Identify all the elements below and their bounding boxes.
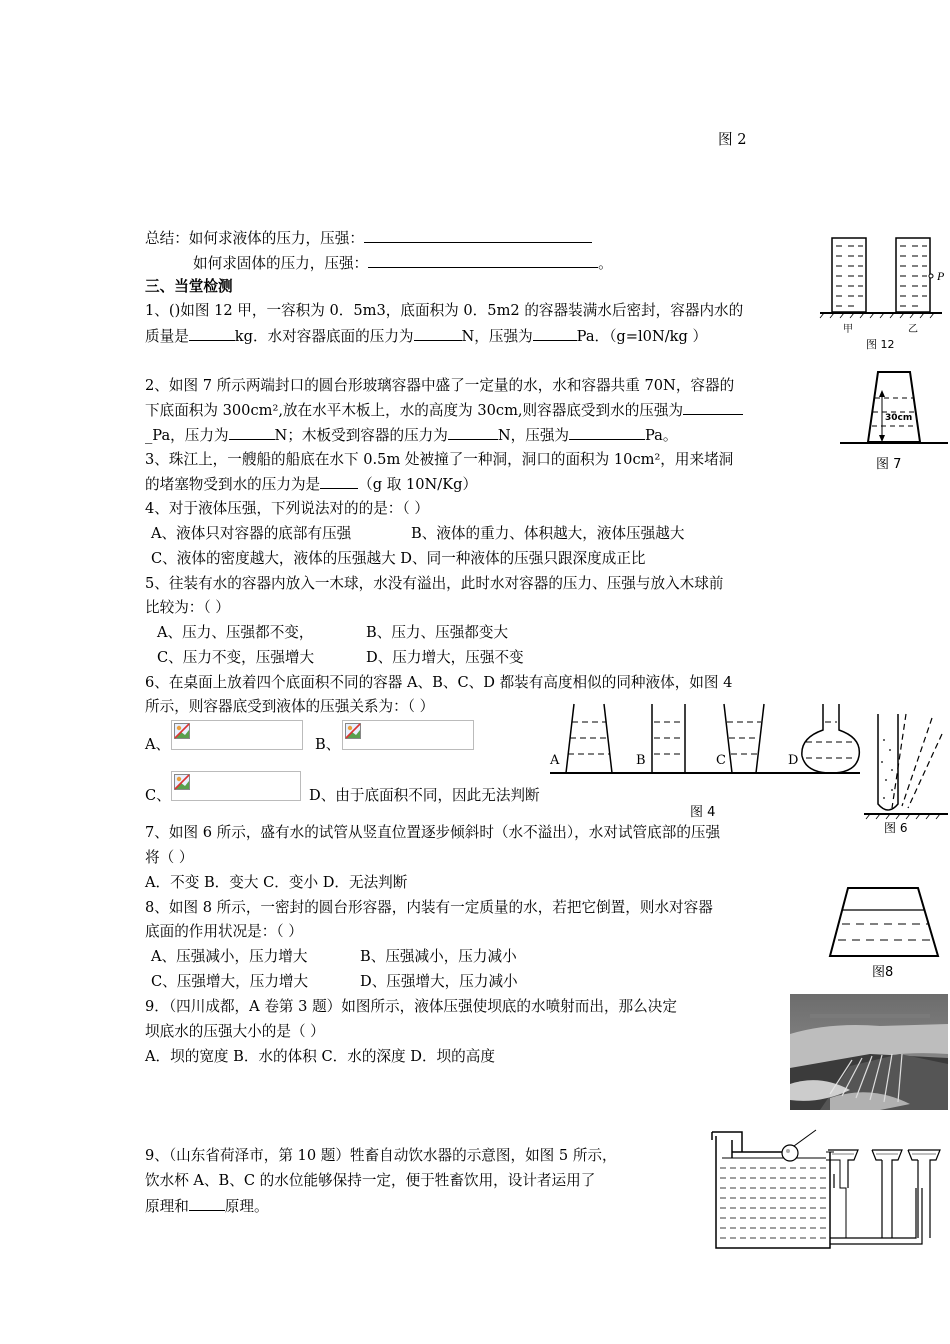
- q5-line2: 比较为：（ ）: [145, 599, 230, 616]
- section-title: 三、当堂检测: [145, 278, 233, 295]
- q4-option-a[interactable]: A、液体只对容器的底部有压强: [151, 525, 352, 542]
- q8-option-a[interactable]: A、压强减小，压力增大: [151, 948, 308, 965]
- q8-option-b[interactable]: B、压强减小，压力减小: [360, 948, 517, 965]
- summary-line2: 如何求固体的压力，压强： 。: [193, 255, 613, 272]
- q9b-blank[interactable]: [189, 1196, 225, 1211]
- figure-8: [826, 882, 950, 982]
- q5-option-d[interactable]: D、压力增大，压强不变: [366, 649, 524, 666]
- summary-line1: 总结：如何求液体的压力，压强：: [145, 228, 592, 249]
- fig4-caption: 图 4: [690, 805, 716, 820]
- q7-line2: 将（ ）: [145, 849, 194, 866]
- q6-line1: 6、在桌面上放着四个底面积不同的容器 A、B、C、D 都装有高度相似的同种液体，如图 4: [145, 674, 733, 691]
- q8-option-c[interactable]: C、压强增大，压力增大: [151, 973, 309, 990]
- summary-blank2[interactable]: [368, 253, 598, 268]
- q4-option-b[interactable]: B、液体的重力、体积越大，液体压强越大: [411, 525, 685, 542]
- q6-option-a-image[interactable]: [171, 720, 303, 750]
- fig7-caption: 图 7: [876, 457, 902, 472]
- q9b-line3: 原理和 原理。: [145, 1198, 269, 1215]
- q2-blank-board-force[interactable]: [448, 425, 498, 440]
- q5-option-c[interactable]: C、压力不变，压强增大: [157, 649, 315, 666]
- q9a-options[interactable]: A．坝的宽度 B．水的体积 C．水的深度 D．坝的高度: [145, 1048, 495, 1065]
- q3-line2: 的堵塞物受到水的压力为是 （g 取 10N/Kg）: [145, 476, 478, 493]
- summary-blank1[interactable]: [364, 228, 592, 243]
- figure-12: [818, 234, 948, 354]
- q9b-line2: 饮水杯 A、B、C 的水位能够保持一定，便于牲畜饮用，设计者运用了: [145, 1172, 596, 1189]
- q8-option-d[interactable]: D、压强增大，压力减小: [360, 973, 518, 990]
- q2-blank-board-pressure[interactable]: [569, 425, 645, 440]
- q2-blank-force[interactable]: [229, 425, 275, 440]
- fig2-caption: 图 2: [718, 131, 747, 148]
- q1-blank-mass[interactable]: [189, 326, 235, 341]
- q6-line2: 所示，则容器底受到液体的压强关系为：（ ）: [145, 698, 435, 715]
- dam-photo: [790, 994, 948, 1110]
- q7-options[interactable]: A．不变 B．变大 C．变小 D．无法判断: [145, 874, 408, 891]
- q6-option-b-label[interactable]: B、: [315, 736, 341, 753]
- q6-option-b-image[interactable]: [342, 720, 474, 750]
- q9a-line2: 坝底水的压强大小的是（ ）: [145, 1023, 325, 1040]
- q5-option-a[interactable]: A、压力、压强都不变，: [157, 624, 314, 641]
- q6-option-d[interactable]: D、由于底面积不同，因此无法判断: [309, 787, 540, 804]
- figure-6: [862, 710, 950, 838]
- figure-5-drinker: [708, 1128, 950, 1256]
- q2-line2: 下底面积为 300cm²,放在水平木板上，水的高度为 30cm,则容器底受到水的压强为: [145, 400, 743, 421]
- q7-line1: 7、如图 6 所示，盛有水的试管从竖直位置逐步倾斜时（水不溢出），水对试管底部的压强: [145, 824, 721, 841]
- q3-blank[interactable]: [320, 474, 358, 489]
- q1-line1: 1、()如图 12 甲，一容积为 0．5m3，底面积为 0．5m2 的容器装满水后密封，容器内水的: [145, 302, 744, 319]
- q2-blank-pressure[interactable]: [683, 400, 743, 415]
- q3-line1: 3、珠江上，一艘船的船底在水下 0.5m 处被撞了一种洞，洞口的面积为 10cm²，用来堵洞: [145, 451, 734, 468]
- broken-image-icon: [174, 774, 190, 790]
- q9b-line1: 9、（山东省荷泽市，第 10 题）牲畜自动饮水器的示意图，如图 5 所示，: [145, 1147, 617, 1164]
- broken-image-icon: [174, 723, 190, 739]
- q1-blank-force[interactable]: [414, 326, 462, 341]
- fig12-caption: 图 12: [866, 338, 895, 351]
- broken-image-icon: [345, 723, 361, 739]
- fig4-label-a: A: [550, 753, 560, 768]
- figure-7: [838, 368, 950, 474]
- q5-line1: 5、往装有水的容器内放入一木球，水没有溢出，此时水对容器的压力、压强与放入木球前: [145, 575, 724, 592]
- fig8-caption: 图8: [872, 965, 894, 980]
- q4-stem: 4、对于液体压强，下列说法对的的是：（ ）: [145, 500, 429, 517]
- q1-blank-pressure[interactable]: [533, 326, 577, 341]
- q8-line2: 底面的作用状况是：（ ）: [145, 923, 303, 940]
- q2-line1: 2、如图 7 所示两端封口的圆台形玻璃容器中盛了一定量的水，水和容器共重 70N，容器的: [145, 377, 735, 394]
- fig12-right-label: 乙: [908, 324, 918, 335]
- figure-4: [544, 700, 864, 822]
- fig7-height-label: 30cm: [885, 413, 913, 423]
- fig12-left-label: 甲: [843, 324, 853, 335]
- q6-option-a-label[interactable]: A、: [145, 736, 171, 753]
- q8-line1: 8、如图 8 所示，一密封的圆台形容器，内装有一定质量的水，若把它倒置，则水对容器: [145, 899, 713, 916]
- fig4-label-d: D: [788, 753, 799, 768]
- q6-option-c-image[interactable]: [171, 771, 301, 801]
- q2-line3: _Pa，压力为 N；木板受到容器的压力为 N，压强为 Pa。: [145, 427, 678, 444]
- q5-option-b[interactable]: B、压力、压强都变大: [366, 624, 509, 641]
- q4-option-cd[interactable]: C、液体的密度越大，液体的压强越大 D、同一种液体的压强只跟深度成正比: [151, 550, 646, 567]
- fig6-caption: 图 6: [884, 821, 908, 835]
- fig4-label-c: C: [716, 753, 726, 768]
- fig4-label-b: B: [636, 753, 646, 768]
- q1-line2: 质量是 kg．水对容器底面的压力为 N，压强为 Pa．（g=l0N/kg ）: [145, 328, 708, 345]
- fig12-p-label: P: [937, 269, 945, 283]
- q9a-line1: 9．（四川成都，A 卷第 3 题）如图所示，液体压强使坝底的水喷射而出，那么决定: [145, 998, 677, 1015]
- q6-option-c-label[interactable]: C、: [145, 787, 171, 804]
